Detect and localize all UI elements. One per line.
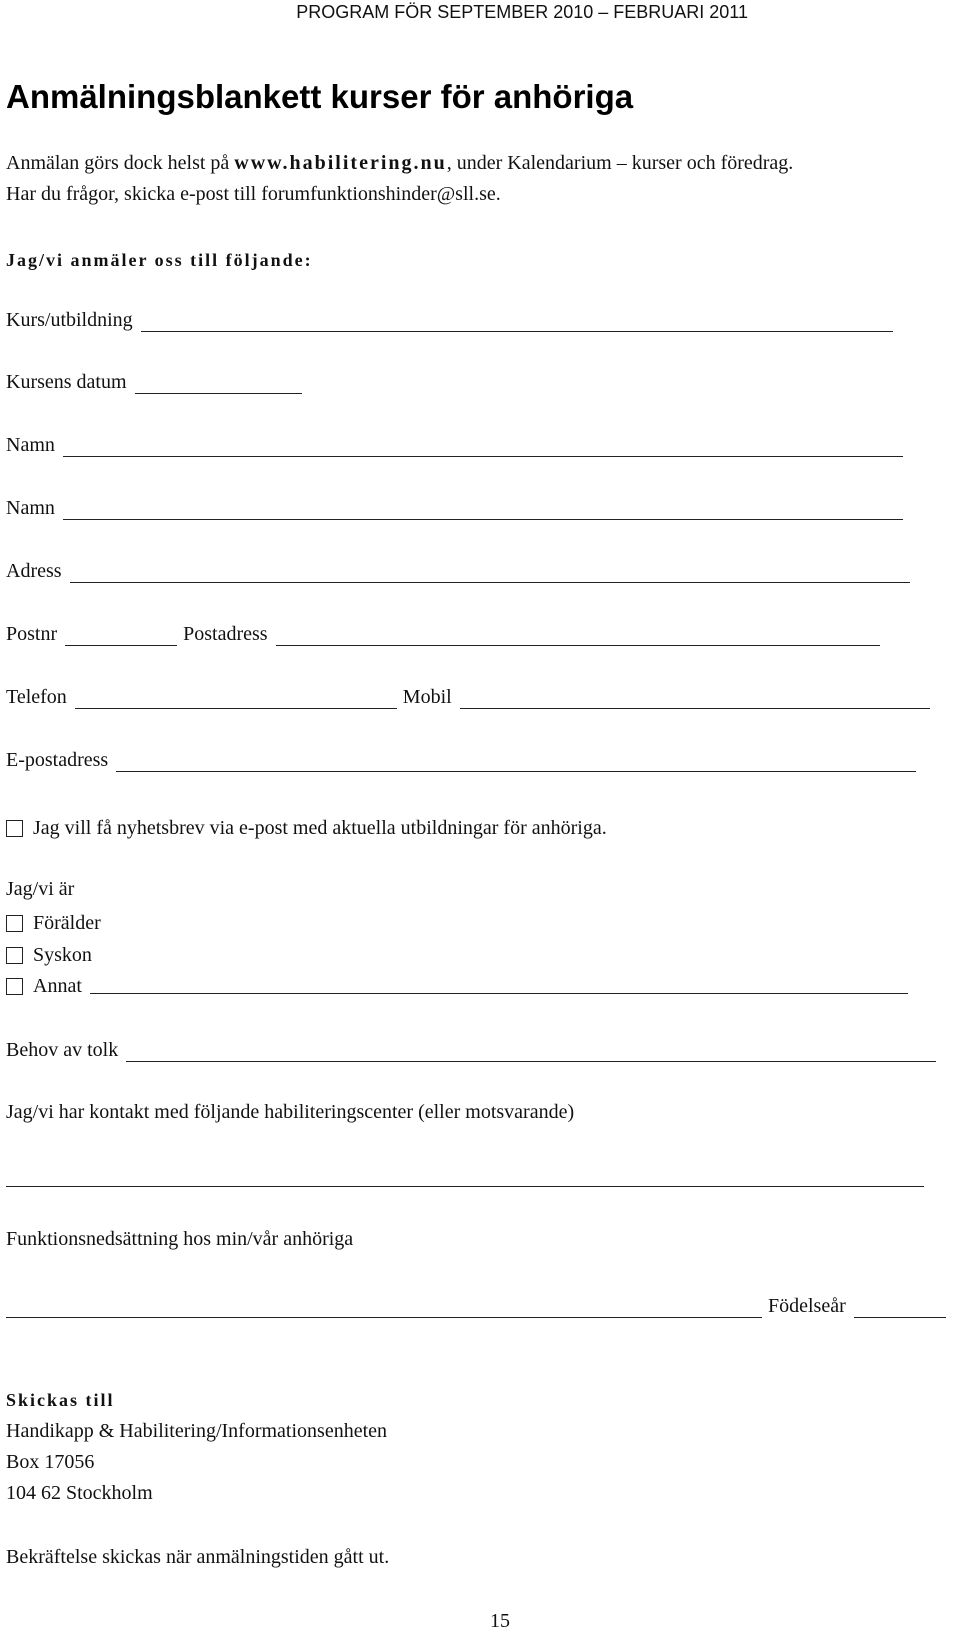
annat-input-line[interactable] xyxy=(90,979,908,994)
namn2-input-line[interactable] xyxy=(63,499,903,520)
tolk-row xyxy=(6,1036,936,1062)
annat-checkbox[interactable] xyxy=(6,978,23,995)
send-to-heading: Skickas till xyxy=(6,1390,115,1410)
syskon-label: Syskon xyxy=(33,943,92,966)
namn2-label: Namn xyxy=(6,497,55,519)
funktion-label: Funktionsnedsättning hos min/vår anhöriga xyxy=(6,1228,354,1250)
relation-option-syskon xyxy=(6,942,92,968)
relation-option-annat xyxy=(6,973,908,999)
fodelsear-input-line[interactable] xyxy=(854,1297,946,1318)
annat-label: Annat xyxy=(33,974,82,997)
newsletter-label: Jag vill få nyhetsbrev via e-post med aktuella utbildningar för anhöriga. xyxy=(33,816,607,839)
adress-input-line[interactable] xyxy=(70,562,910,583)
running-header: PROGRAM FÖR SEPTEMBER 2010 – FEBRUARI 2011 xyxy=(296,2,748,22)
relation-heading: Jag/vi är xyxy=(6,878,75,900)
center-input-line[interactable] xyxy=(6,1186,924,1187)
foralder-label: Förälder xyxy=(33,911,101,934)
send-to-line-3: 104 62 Stockholm xyxy=(6,1482,153,1504)
fodelsear-label: Födelseår xyxy=(768,1295,846,1317)
postnr-input-line[interactable] xyxy=(65,625,177,646)
newsletter-row xyxy=(6,815,607,841)
foralder-checkbox[interactable] xyxy=(6,915,23,932)
intro-line-2: Har du frågor, skicka e-post till forumfunktionshinder@sll.se. xyxy=(6,183,501,205)
epost-label: E-postadress xyxy=(6,749,109,771)
website-link[interactable]: www.habilitering.nu xyxy=(234,152,447,174)
epost-input-line[interactable] xyxy=(116,751,916,772)
form-heading: Jag/vi anmäler oss till följande: xyxy=(6,250,313,270)
send-to-line-2: Box 17056 xyxy=(6,1451,95,1473)
relation-option-foralder xyxy=(6,910,101,936)
tolk-label: Behov av tolk xyxy=(6,1039,119,1061)
namn1-input-line[interactable] xyxy=(63,436,903,457)
adress-row xyxy=(6,557,910,583)
telefon-label: Telefon xyxy=(6,686,67,708)
namn2-row xyxy=(6,494,903,520)
kurs-label: Kurs/utbildning xyxy=(6,309,133,331)
page-title: Anmälningsblankett kurser för anhöriga xyxy=(6,78,634,115)
epost-row xyxy=(6,746,916,772)
kurs-row xyxy=(6,306,893,332)
adress-label: Adress xyxy=(6,560,62,582)
syskon-checkbox[interactable] xyxy=(6,947,23,964)
center-label: Jag/vi har kontakt med följande habiliteringscenter (eller motsvarande) xyxy=(6,1101,575,1123)
mobil-label: Mobil xyxy=(402,686,452,708)
namn1-label: Namn xyxy=(6,434,55,456)
tolk-input-line[interactable] xyxy=(126,1041,936,1062)
postnr-label: Postnr xyxy=(6,623,58,645)
mobil-input-line[interactable] xyxy=(460,688,930,709)
postadress-label: Postadress xyxy=(183,623,268,645)
telefon-row xyxy=(6,683,930,709)
newsletter-checkbox[interactable] xyxy=(6,820,23,837)
intro-line-1 xyxy=(6,152,793,175)
intro-suffix: , under Kalendarium – kurser och föredrag. xyxy=(446,152,794,174)
confirmation-text: Bekräftelse skickas när anmälningstiden gått ut. xyxy=(6,1546,390,1568)
datum-row xyxy=(6,368,302,394)
intro-prefix: Anmälan görs dock helst på xyxy=(6,152,235,174)
funktion-input-line[interactable] xyxy=(6,1297,762,1318)
send-to-line-1: Handikapp & Habilitering/Informationsenheten xyxy=(6,1420,388,1442)
funktion-row xyxy=(6,1292,946,1318)
page-number: 15 xyxy=(490,1610,510,1632)
datum-input-line[interactable] xyxy=(135,373,302,394)
postnr-row xyxy=(6,620,880,646)
telefon-input-line[interactable] xyxy=(75,688,397,709)
namn1-row xyxy=(6,431,903,457)
postadress-input-line[interactable] xyxy=(276,625,880,646)
kurs-input-line[interactable] xyxy=(141,311,893,332)
datum-label: Kursens datum xyxy=(6,371,127,393)
